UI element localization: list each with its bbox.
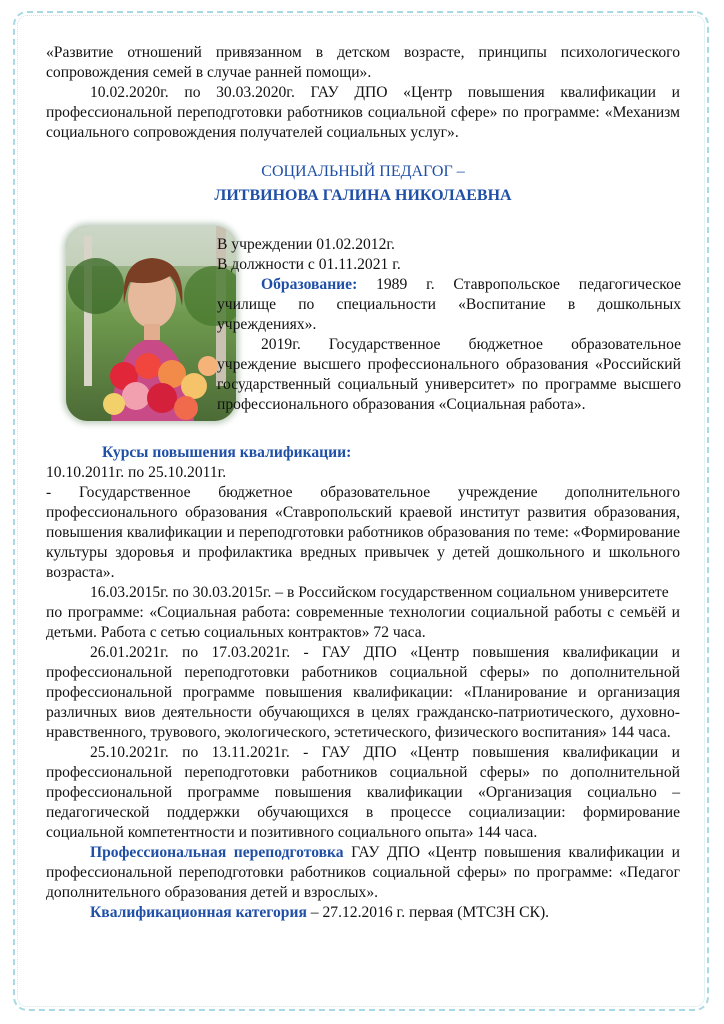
portrait-image (66, 226, 236, 421)
course-4-text: 25.10.2021г. по 13.11.2021г. - ГАУ ДПО «Центр повышения квалификации и профессиональной переподготовки работников социальной сферы» по дополнительной профессиональной программе повышения квалификации «Организация социально – педагогической поддержки обучающихся в процессе социализации: формирование социальной компетентности и позитивного социального опыта» 144 часа. (46, 744, 680, 841)
position-since: В должности с 01.11.2021 г. (217, 256, 401, 273)
staff-name: ЛИТВИНОВА ГАЛИНА НИКОЛАЕВНА (214, 187, 512, 204)
courses-title: Курсы повышения квалификации: (102, 444, 352, 461)
course-1-text: - Государственное бюджетное образовательное учреждение дополнительного профессионального образования «Ставропольский краевой институт развития образования, повышения квалификации и переподготовки работников образования по теме: «Формирование культуры здоровья и профилактика вредных привычек у детей дошкольного и школьного возраста». (46, 484, 680, 581)
course-2-program: по программе: «Социальная работа: современные технологии социальной работы с семьёй и детьми. Работа с сетью социальных контрактов» 72 часа. (46, 604, 680, 641)
category-text: – 27.12.2016 г. первая (МТСЗН СК). (306, 904, 550, 921)
category-paragraph (46, 903, 680, 923)
education-entry-1 (217, 275, 681, 335)
intro-paragraph-2: 10.02.2020г. по 30.03.2020г. ГАУ ДПО «Центр повышения квалификации и профессиональной переподготовки работников социальной сфере» по программе: «Механизм социального сопровождения получателей социальных услуг». (46, 84, 680, 141)
staff-profile (46, 226, 680, 426)
category-label: Квалификационная категория (90, 904, 307, 921)
education-text-1: 1989 г. Ставропольское педагогическое училище по специальности «Воспитание в дошкольных учреждениях». (217, 276, 681, 333)
course-3-text: 26.01.2021г. по 17.03.2021г. - ГАУ ДПО «Центр повышения квалификации и профессиональной переподготовки работников социальной сферы» по дополнительной профессиональной программе повышения квалификации: «Планирование и организация различных виов деятельности обучающихся в целях гражданско-патриотического, духовно-нравственного, трувового, экологического, эстетического, физического воспитания» 144 часа. (46, 644, 680, 741)
course-1-dates: 10.10.2011г. по 25.10.2011г. (46, 464, 227, 481)
staff-heading (46, 160, 680, 208)
education-label: Образование: (261, 276, 358, 293)
retraining-paragraph (46, 843, 680, 903)
document-body (46, 43, 680, 923)
institution-since: В учреждении 01.02.2012г. (217, 236, 395, 253)
intro-paragraph-1: «Развитие отношений привязанном в детском возрасте, принципы психологического сопровождения семей в случае ранней помощи». (46, 44, 680, 81)
retraining-label: Профессиональная переподготовка (90, 844, 344, 861)
retraining-text: ГАУ ДПО «Центр повышения квалификации и профессиональной переподготовки работников социальной сферы» по программе: «Педагог дополнительного образования детей и взрослых». (46, 844, 680, 901)
education-entry-2: 2019г. Государственное бюджетное образовательное учреждение высшего профессионального образования «Российский государственный социальный университет» по программе высшего профессионального образования «Социальная работа». (217, 336, 681, 413)
course-2-text: 16.03.2015г. по 30.03.2015г. – в Российском государственном социальном университете (90, 584, 669, 601)
staff-details (217, 235, 681, 415)
staff-photo (66, 226, 236, 421)
staff-position: СОЦИАЛЬНЫЙ ПЕДАГОГ – (261, 163, 465, 180)
